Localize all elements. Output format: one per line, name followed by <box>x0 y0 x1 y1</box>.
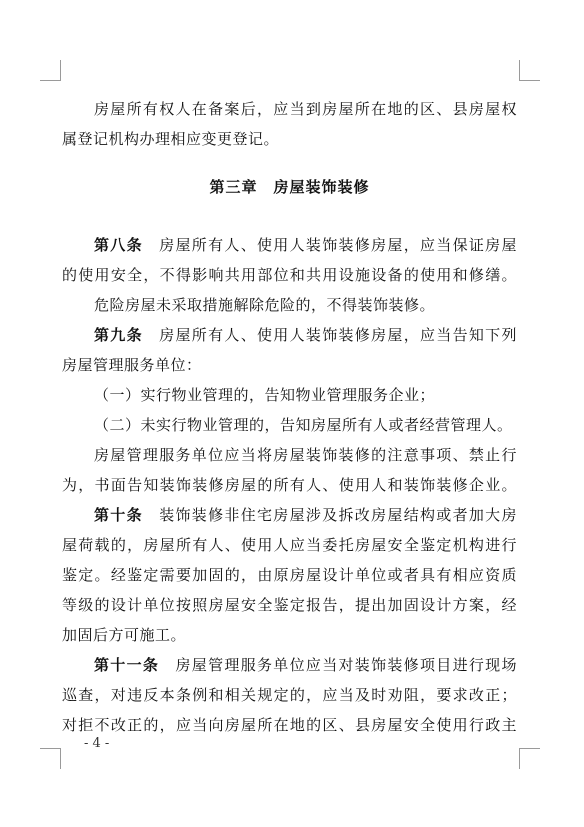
article-label: 第十条 <box>94 506 143 524</box>
article-8-line: 的使用安全，不得影响共用部位和共用设施设备的使用和修缮。 <box>62 266 517 284</box>
page-body <box>62 94 517 740</box>
article-11-line: 对拒不改正的，应当向房屋所在地的区、县房屋安全使用行政主 <box>62 716 517 734</box>
article-9-item: （一）实行物业管理的，告知物业管理服务企业； <box>94 386 436 404</box>
article-10-line: 加固后方可施工。 <box>62 626 187 644</box>
article-label: 第八条 <box>94 236 143 254</box>
article-11-line: 第十一条 房屋管理服务单位应当对装饰装修项目进行现场 <box>94 656 517 674</box>
crop-mark-bottom-left <box>40 748 61 769</box>
paragraph-line: 房屋所有权人在备案后，应当到房屋所在地的区、县房屋权 <box>94 100 517 118</box>
article-8-line: 危险房屋未采取措施解除危险的，不得装饰装修。 <box>94 296 436 314</box>
article-9-line: 房屋管理服务单位应当将房屋装饰装修的注意事项、禁止行 <box>94 446 517 464</box>
crop-mark-top-right <box>519 60 540 81</box>
chapter-title: 第三章 房屋装饰装修 <box>209 178 370 196</box>
article-9-item: （二）未实行物业管理的，告知房屋所有人或者经营管理人。 <box>94 416 513 434</box>
article-9-line: 房屋管理服务单位： <box>62 356 202 374</box>
article-10-line: 第十条 装饰装修非住宅房屋涉及拆改房屋结构或者加大房 <box>94 506 517 524</box>
page-number: - 4 - <box>84 736 110 751</box>
crop-mark-top-left <box>40 60 61 81</box>
article-11-line: 巡查，对违反本条例和相关规定的，应当及时劝阻，要求改正； <box>62 686 517 704</box>
crop-mark-bottom-right <box>519 748 540 769</box>
article-label: 第九条 <box>94 326 143 344</box>
article-10-line: 鉴定。经鉴定需要加固的，由原房屋设计单位或者具有相应资质 <box>62 566 517 584</box>
article-9-line: 第九条 房屋所有人、使用人装饰装修房屋，应当告知下列 <box>94 326 517 344</box>
article-10-line: 屋荷载的，房屋所有人、使用人应当委托房屋安全鉴定机构进行 <box>62 536 517 554</box>
article-label: 第十一条 <box>94 656 160 674</box>
article-9-line: 为，书面告知装饰装修房屋的所有人、使用人和装饰装修企业。 <box>62 476 517 494</box>
article-10-line: 等级的设计单位按照房屋安全鉴定报告，提出加固设计方案，经 <box>62 596 517 614</box>
paragraph-line: 属登记机构办理相应变更登记。 <box>62 130 280 148</box>
article-8-line: 第八条 房屋所有人、使用人装饰装修房屋，应当保证房屋 <box>94 236 517 254</box>
